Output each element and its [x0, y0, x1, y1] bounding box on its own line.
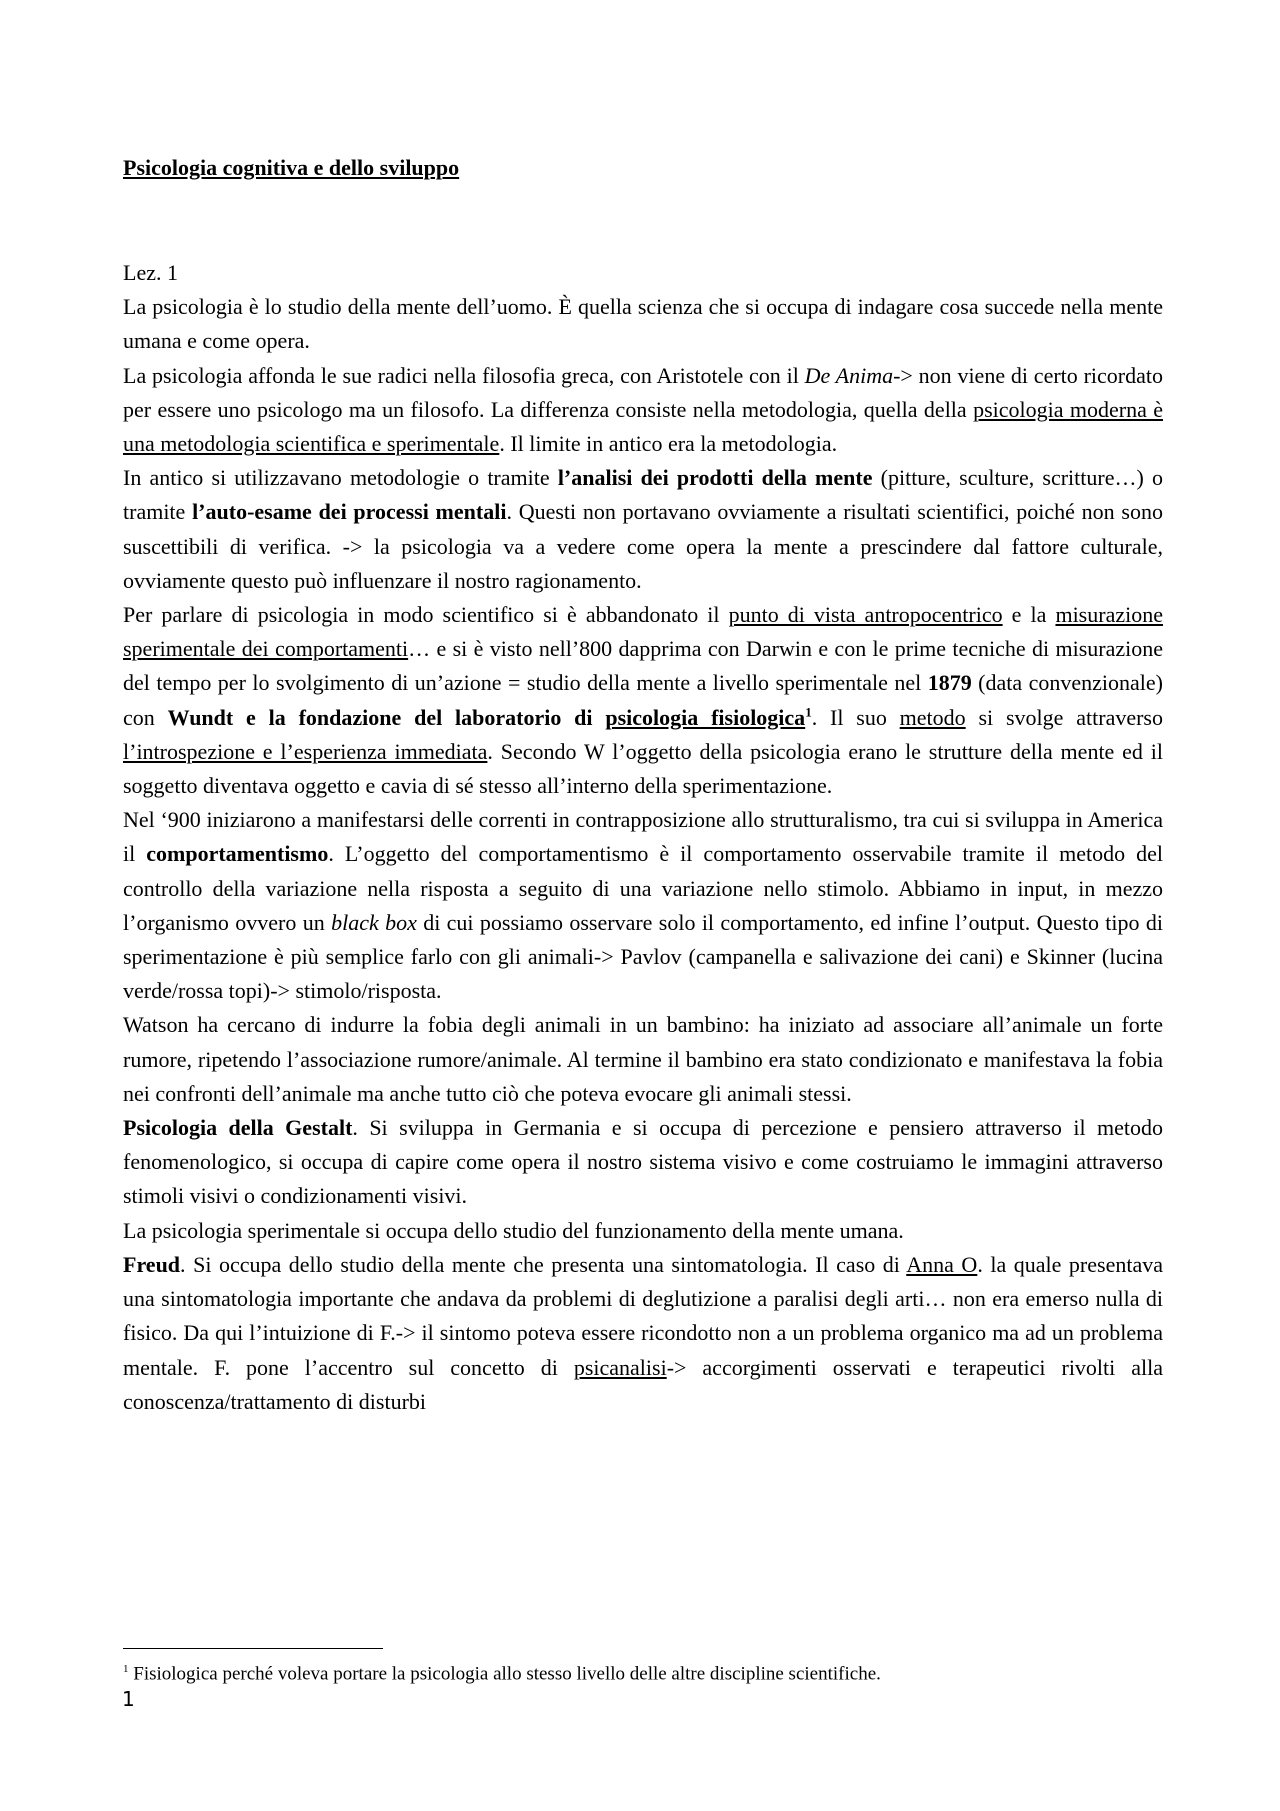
text-run: . Il limite in antico era la metodologia. — [499, 431, 838, 457]
paragraph-experimental: La psicologia sperimentale si occupa dello studio del funzionamento della mente umana. — [123, 1217, 904, 1243]
text-run: . Secondo W l’oggetto della psicologia erano le strutture della mente ed il soggetto diventava oggetto e cavia di sé stesso all’interno della sperimentazione. — [123, 738, 1164, 799]
bold-phrase: comportamentismo — [146, 841, 329, 867]
underlined-phrase: l’introspezione e l’esperienza immediata — [123, 738, 488, 764]
paragraph-watson: Watson ha cercano di indurre la fobia degli animali in un bambino: ha iniziato ad associare all’animale un forte rumore, ripetendo l’associazione rumore/animale. Al termine il bambino era stato condizionato e manifestava la fobia nei confronti dell’animale ma anche tutto ciò che poteva evocare gli animali stessi. — [123, 1012, 1163, 1106]
footnote-reference[interactable]: 1 — [805, 704, 812, 720]
text-run: di cui possiamo osservare solo il comportamento, ed infine l’output. Questo tipo di sperimentazione è più semplice farlo con gli animali-> Pavlov (campanella e salivazione dei cani) e Skinner (lucina verde/rossa topi)-> stimolo/risposta. — [123, 909, 1164, 1004]
footnote — [123, 1656, 1183, 1687]
bold-phrase: Psicologia della Gestalt — [123, 1115, 353, 1141]
text-run: . la quale presentava una sintomatologia importante che andava da problemi di deglutizione a paralisi degli arti… non era emerso nulla di fisico. Da qui l’intuizione di F.-> il sintomo poteva essere ricondotto non a un problema organico ma ad un problema mentale. F. pone l’accentro sul concetto di — [123, 1251, 1163, 1380]
paragraph-gestalt — [123, 1111, 1163, 1214]
text-run: . Questi non portavano ovviamente a risultati scientifici, poiché non sono suscettibili di verifica. -> la psicologia va a vedere come opera la mente a prescindere dal fattore culturale, ovviamente questo può influenzare il nostro ragionamento. — [123, 499, 1163, 593]
italic-phrase: black box — [331, 909, 417, 935]
underlined-phrase: metodo — [899, 704, 966, 730]
bold-phrase: Wundt e la fondazione del laboratorio di — [167, 704, 606, 730]
text-run: … e si è visto nell’800 dapprima con Darwin e con le prime tecniche di misurazione del tempo per lo svolgimento di un’azione = studio della mente a livello sperimentale nel — [123, 636, 1163, 696]
text-run: (data convenzionale) con — [123, 670, 1163, 730]
bold-year: 1879 — [927, 670, 972, 696]
paragraph-origins — [123, 359, 1163, 462]
underlined-phrase: misurazione sperimentale dei comportamenti — [123, 602, 1163, 662]
paragraph-ancient-methods — [123, 461, 1163, 598]
text-run: . L’oggetto del comportamentismo è il comportamento osservabile tramite il metodo del controllo della variazione nella risposta a seguito di una variazione nello stimolo. Abbiamo in input, in mezzo l’organismo ovvero un — [123, 841, 1163, 935]
paragraph-definition: La psicologia è lo studio della mente dell’uomo. È quella scienza che si occupa di indagare cosa succede nella mente umana e come opera. — [123, 294, 1163, 354]
document-body — [123, 256, 1163, 1419]
work-title-italic: De Anima — [804, 362, 894, 388]
underlined-phrase: psicanalisi — [573, 1354, 667, 1380]
text-run: -> non viene di certo ricordato per essere uno psicologo ma un filosofo. La differenza consiste nella metodologia, quella della — [123, 362, 1163, 422]
document-title: Psicologia cognitiva e dello sviluppo — [123, 155, 460, 180]
underlined-phrase: punto di vista antropocentrico — [728, 602, 1003, 628]
bold-phrase: l’analisi dei prodotti della mente — [557, 465, 873, 491]
text-run: In antico si utilizzavano metodologie o tramite — [123, 465, 558, 491]
text-run: Nel ‘900 iniziarono a manifestarsi delle correnti in contrapposizione allo strutturalismo, tra cui si sviluppa in America il — [123, 807, 1163, 867]
text-run: -> accorgimenti osservati e terapeutici rivolti alla conoscenza/trattamento di disturbi — [123, 1354, 1163, 1414]
underlined-phrase: Anna O — [906, 1251, 978, 1277]
underlined-phrase: psicologia moderna è una metodologia scientifica e sperimentale — [123, 396, 1163, 457]
text-run: (pitture, sculture, scritture…) o tramite — [123, 465, 1163, 525]
footnote-separator — [123, 1648, 383, 1649]
footnote-mark: 1 — [123, 1663, 129, 1675]
text-run: e la — [1002, 602, 1056, 628]
text-run: si svolge attraverso — [965, 704, 1163, 730]
text-run: Per parlare di psicologia in modo scientifico si è abbandonato il — [123, 602, 729, 628]
bold-underlined-phrase: psicologia fisiologica — [605, 704, 806, 730]
text-run: . Si occupa dello studio della mente che presenta una sintomatologia. Il caso di — [180, 1251, 907, 1277]
paragraph-behaviorism — [123, 803, 1163, 1008]
bold-phrase: l’auto-esame dei processi mentali — [192, 499, 507, 525]
text-run: . Si sviluppa in Germania e si occupa di percezione e pensiero attraverso il metodo fenomenologico, si occupa di capire come opera il nostro sistema visivo e come costruiamo le immagini attraverso stimoli visivi o condizionamenti visivi. — [123, 1115, 1163, 1209]
bold-phrase: Freud — [123, 1251, 181, 1277]
text-run: La psicologia affonda le sue radici nella filosofia greca, con Aristotele con il — [123, 362, 805, 388]
lesson-label: Lez. 1 — [123, 260, 178, 285]
paragraph-freud — [123, 1248, 1163, 1419]
page-number: 1 — [122, 1687, 135, 1711]
footnote-text: Fisiologica perché voleva portare la psicologia allo stesso livello delle altre discipline scientifiche. — [128, 1663, 881, 1685]
paragraph-scientific-psychology — [123, 598, 1163, 803]
text-run: . Il suo — [811, 704, 900, 730]
